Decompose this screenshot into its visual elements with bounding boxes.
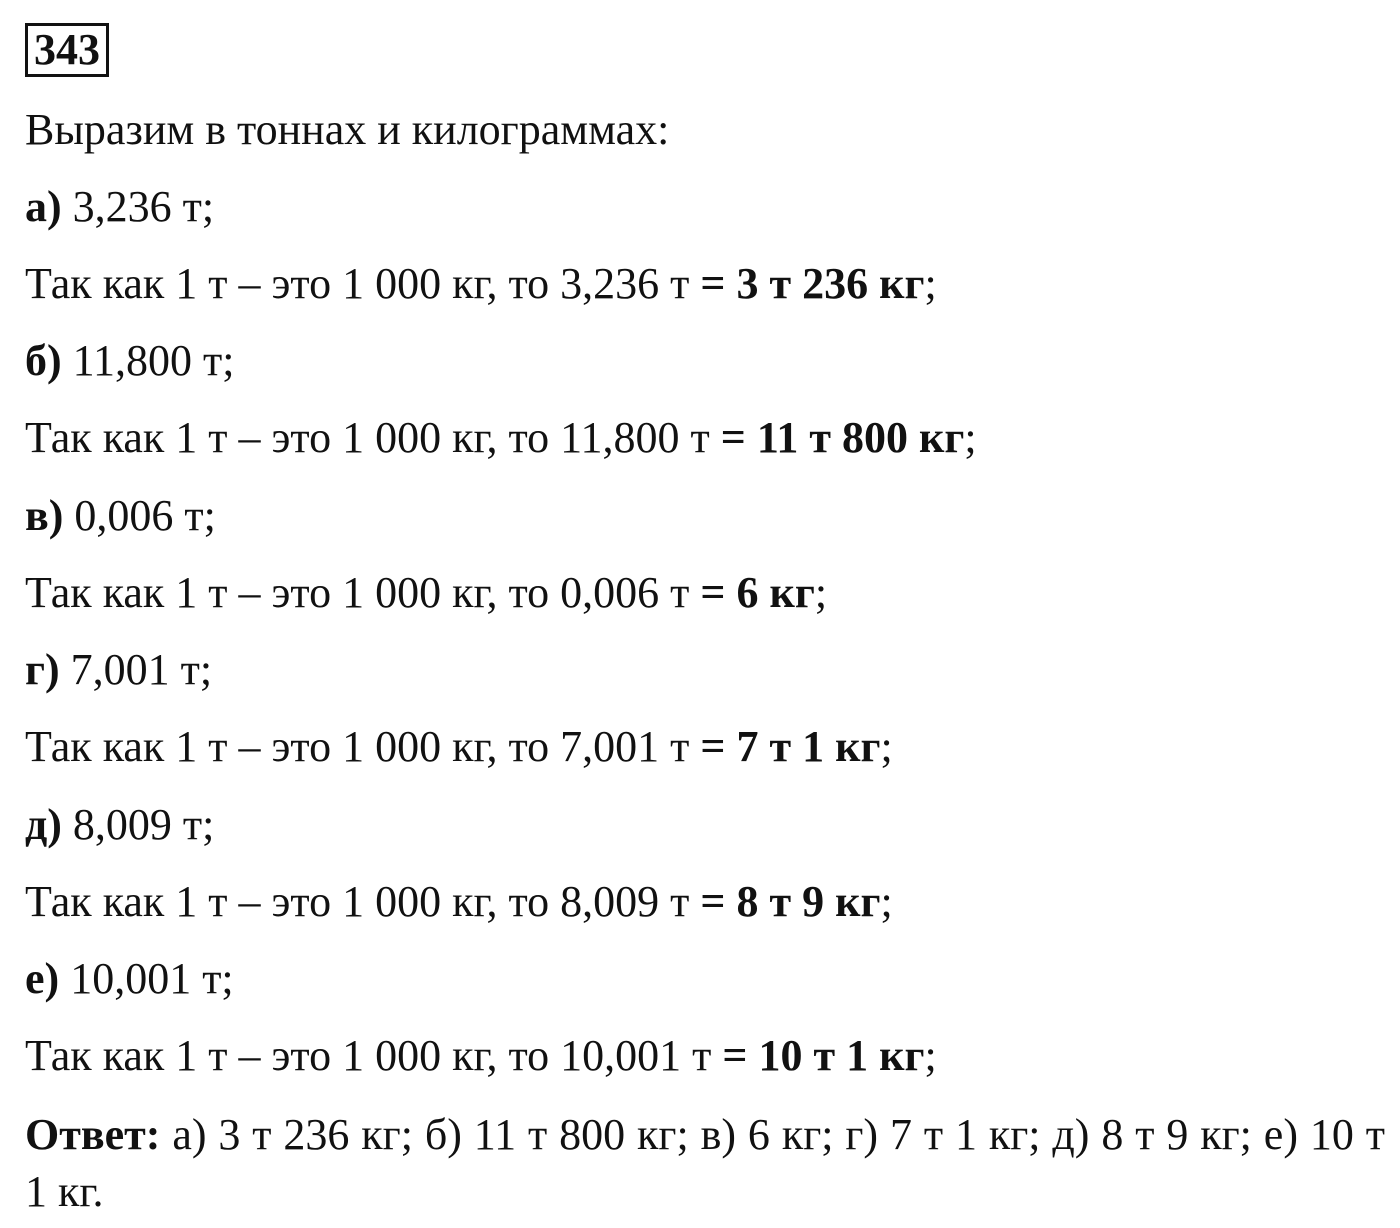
item-e-end: ; — [924, 1031, 937, 1080]
item-e-label: е) — [25, 954, 60, 1003]
item-a-result: = 3 т 236 кг — [700, 259, 925, 308]
item-a-end: ; — [924, 259, 937, 308]
problem-intro: Выразим в тоннах и килограммах: — [25, 105, 670, 154]
item-d-label: д) — [25, 800, 62, 849]
item-e-result: = 10 т 1 кг — [722, 1031, 925, 1080]
item-v-statement — [25, 490, 216, 542]
item-b-value: 11,800 т; — [72, 336, 235, 385]
item-v-explanation-text: Так как 1 т – это 1 000 кг, то 0,006 т — [25, 568, 690, 617]
answer-text: а) 3 т 236 кг; б) 11 т 800 кг; в) 6 кг; г) 7 т 1 кг; д) 8 т 9 кг; е) 10 т 1 кг. — [25, 1110, 1386, 1216]
item-a-statement — [25, 181, 214, 233]
item-v-explanation — [25, 567, 827, 619]
item-g-end: ; — [880, 722, 893, 771]
item-b-end: ; — [964, 413, 977, 462]
item-d-explanation-text: Так как 1 т – это 1 000 кг, то 8,009 т — [25, 877, 690, 926]
item-b-label: б) — [25, 336, 62, 385]
item-e-explanation — [25, 1030, 937, 1082]
item-v-value: 0,006 т; — [74, 491, 216, 540]
item-d-statement — [25, 799, 214, 851]
item-e-statement — [25, 953, 234, 1005]
item-b-statement — [25, 335, 234, 387]
item-d-end: ; — [880, 877, 893, 926]
item-b-explanation-text: Так как 1 т – это 1 000 кг, то 11,800 т — [25, 413, 710, 462]
item-e-value: 10,001 т; — [70, 954, 234, 1003]
item-a-value: 3,236 т; — [72, 182, 215, 231]
item-b-result: = 11 т 800 кг — [720, 413, 965, 462]
item-g-label: г) — [25, 645, 60, 694]
item-e-explanation-text: Так как 1 т – это 1 000 кг, то 10,001 т — [25, 1031, 712, 1080]
item-v-end: ; — [814, 568, 828, 617]
document-page — [25, 0, 1385, 1228]
item-d-value: 8,009 т; — [72, 800, 215, 849]
item-a-label: а) — [25, 182, 62, 231]
item-a-explanation-text: Так как 1 т – это 1 000 кг, то 3,236 т — [25, 259, 690, 308]
item-v-result: = 6 кг — [700, 568, 815, 617]
item-b-explanation — [25, 412, 977, 464]
item-g-explanation — [25, 721, 893, 773]
answer-paragraph — [25, 1106, 1385, 1220]
item-g-result: = 7 т 1 кг — [700, 722, 881, 771]
item-d-explanation — [25, 876, 893, 928]
item-g-statement — [25, 644, 212, 696]
answer-label: Ответ: — [25, 1110, 161, 1159]
item-d-result: = 8 т 9 кг — [700, 877, 881, 926]
problem-number-box: 343 — [25, 23, 109, 77]
item-g-value: 7,001 т; — [70, 645, 213, 694]
item-g-explanation-text: Так как 1 т – это 1 000 кг, то 7,001 т — [25, 722, 690, 771]
item-v-label: в) — [25, 491, 64, 540]
item-a-explanation — [25, 258, 937, 310]
